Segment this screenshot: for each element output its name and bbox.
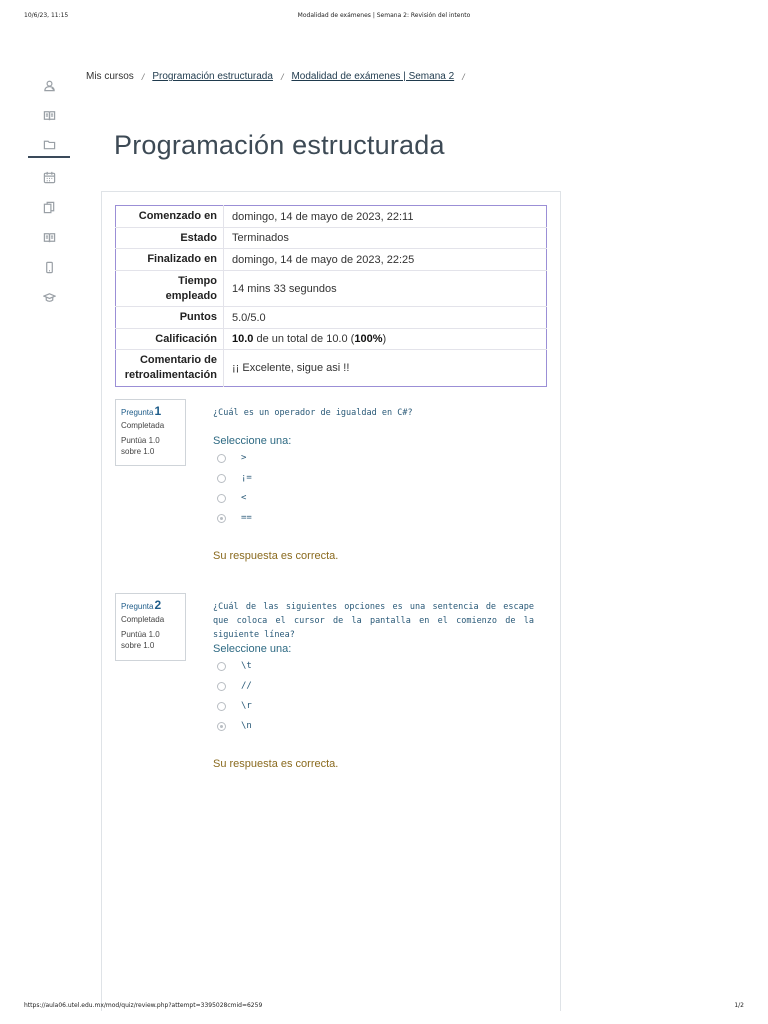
question-score-line: sobre 1.0 — [121, 641, 155, 650]
summary-label-line: retroalimentación — [124, 369, 217, 381]
summary-row-started — [116, 206, 547, 228]
summary-value: domingo, 14 de mayo de 2023, 22:11 — [224, 206, 547, 228]
summary-row-points — [116, 307, 547, 329]
question-text-2: ¿Cuál de las siguientes opciones es una sentencia de escape que coloca el cursor de la pantalla en el comienzo de la siguiente línea? — [213, 602, 534, 640]
summary-label: Calificación — [155, 332, 217, 345]
question-feedback-2: Su respuesta es correcta. — [213, 758, 339, 770]
page-title: Programación estructurada — [114, 130, 445, 160]
question-number: 1 — [154, 404, 162, 418]
answer-option-text: // — [241, 681, 252, 691]
answer-option-text: \r — [241, 701, 252, 711]
question-label: Pregunta — [121, 602, 154, 611]
answer-option[interactable] — [217, 680, 252, 692]
summary-row-state — [116, 228, 547, 249]
sidebar-item-copy[interactable] — [28, 194, 70, 220]
question-score — [121, 435, 180, 457]
answer-option-text: \n — [241, 721, 252, 731]
summary-value: ¡¡ Excelente, sigue asi !! — [224, 350, 547, 387]
question-info-2 — [115, 593, 186, 661]
sidebar-item-profile[interactable] — [28, 72, 70, 98]
breadcrumb — [86, 71, 473, 82]
radio-button[interactable] — [217, 682, 226, 691]
print-datetime: 10/6/23, 11:15 — [24, 12, 69, 19]
print-header — [0, 12, 768, 22]
folder-icon — [43, 138, 56, 151]
print-page-number: 1/2 — [734, 1002, 744, 1009]
grade-score: 10.0 — [232, 333, 254, 345]
summary-row-grade — [116, 329, 547, 350]
print-url: https://aula06.utel.edu.mx/mod/quiz/review.php?attempt=3395028cmid=6259 — [24, 1002, 263, 1009]
breadcrumb-separator: / — [462, 71, 465, 82]
answer-option[interactable] — [217, 700, 252, 712]
graduation-cap-icon — [43, 291, 56, 304]
summary-row-finished — [116, 249, 547, 271]
radio-button[interactable] — [217, 494, 226, 503]
question-score-line: sobre 1.0 — [121, 447, 155, 456]
sidebar-item-courses[interactable] — [28, 102, 70, 128]
summary-label-line: Tiempo — [178, 274, 217, 287]
answer-option-text: ¡= — [241, 473, 252, 483]
mobile-icon — [43, 261, 56, 274]
question-score — [121, 629, 180, 651]
question-feedback-1: Su respuesta es correcta. — [213, 550, 339, 562]
question-prompt-2: Seleccione una: — [213, 643, 292, 655]
breadcrumb-course[interactable]: Programación estructurada — [152, 71, 273, 82]
summary-value: 5.0/5.0 — [224, 307, 547, 329]
summary-label — [116, 271, 224, 307]
copy-icon — [43, 201, 56, 214]
question-score-line: Puntúa 1.0 — [121, 630, 160, 639]
summary-label — [116, 350, 224, 387]
summary-value — [224, 329, 547, 350]
summary-label: Estado — [180, 231, 217, 244]
print-page-title: Modalidad de exámenes | Semana 2: Revisión del intento — [297, 12, 471, 19]
sidebar-item-mobile[interactable] — [28, 254, 70, 280]
grade-total: de un total de 10.0 ( — [253, 333, 355, 345]
answer-option[interactable] — [217, 452, 246, 464]
question-state: Completada — [121, 615, 165, 624]
book-open-icon — [43, 231, 56, 244]
answer-option-text: > — [241, 453, 247, 463]
summary-row-feedback — [116, 350, 547, 387]
question-text-1: ¿Cuál es un operador de igualdad en C#? — [213, 408, 413, 418]
summary-label-line: empleado — [165, 289, 217, 302]
radio-button[interactable] — [217, 474, 226, 483]
answer-option[interactable] — [217, 472, 252, 484]
breadcrumb-quiz[interactable]: Modalidad de exámenes | Semana 2 — [291, 71, 455, 82]
sidebar-item-graduation[interactable] — [28, 284, 70, 310]
answer-option-text: == — [241, 513, 252, 523]
answer-option-selected[interactable] — [217, 720, 252, 732]
question-number: 2 — [154, 598, 162, 612]
summary-value: 14 mins 33 segundos — [224, 271, 547, 307]
radio-button[interactable] — [217, 454, 226, 463]
breadcrumb-my-courses[interactable]: Mis cursos — [86, 71, 134, 82]
answer-option-text: < — [241, 493, 247, 503]
grade-close: ) — [382, 333, 387, 345]
summary-label: Comenzado en — [138, 210, 217, 222]
answer-option[interactable] — [217, 492, 246, 504]
summary-label: Puntos — [179, 311, 217, 323]
question-info-1 — [115, 399, 186, 466]
summary-label-line: Comentario de — [139, 354, 217, 366]
question-score-line: Puntúa 1.0 — [121, 436, 160, 445]
radio-button[interactable] — [217, 662, 226, 671]
attempt-summary-table — [115, 205, 547, 387]
answer-option[interactable] — [217, 660, 252, 672]
sidebar-item-library[interactable] — [28, 224, 70, 250]
print-footer — [0, 1002, 768, 1012]
summary-value: domingo, 14 de mayo de 2023, 22:25 — [224, 249, 547, 271]
radio-button[interactable] — [217, 702, 226, 711]
breadcrumb-separator: / — [280, 71, 284, 82]
breadcrumb-separator: / — [141, 71, 145, 82]
question-label: Pregunta — [121, 408, 154, 417]
calendar-icon — [43, 171, 56, 184]
question-state: Completada — [121, 421, 165, 430]
answer-option-text: \t — [241, 661, 252, 671]
sidebar-item-calendar[interactable] — [28, 164, 70, 190]
radio-button-checked[interactable] — [217, 514, 226, 523]
radio-button-checked[interactable] — [217, 722, 226, 731]
user-icon — [43, 79, 56, 92]
book-icon — [43, 109, 56, 122]
grade-percent: 100% — [354, 333, 383, 345]
summary-label: Finalizado en — [147, 253, 217, 265]
sidebar-item-files[interactable] — [28, 132, 70, 158]
question-prompt-1: Seleccione una: — [213, 435, 292, 447]
summary-row-time — [116, 271, 547, 307]
answer-option-selected[interactable] — [217, 512, 252, 524]
summary-value: Terminados — [224, 228, 547, 249]
